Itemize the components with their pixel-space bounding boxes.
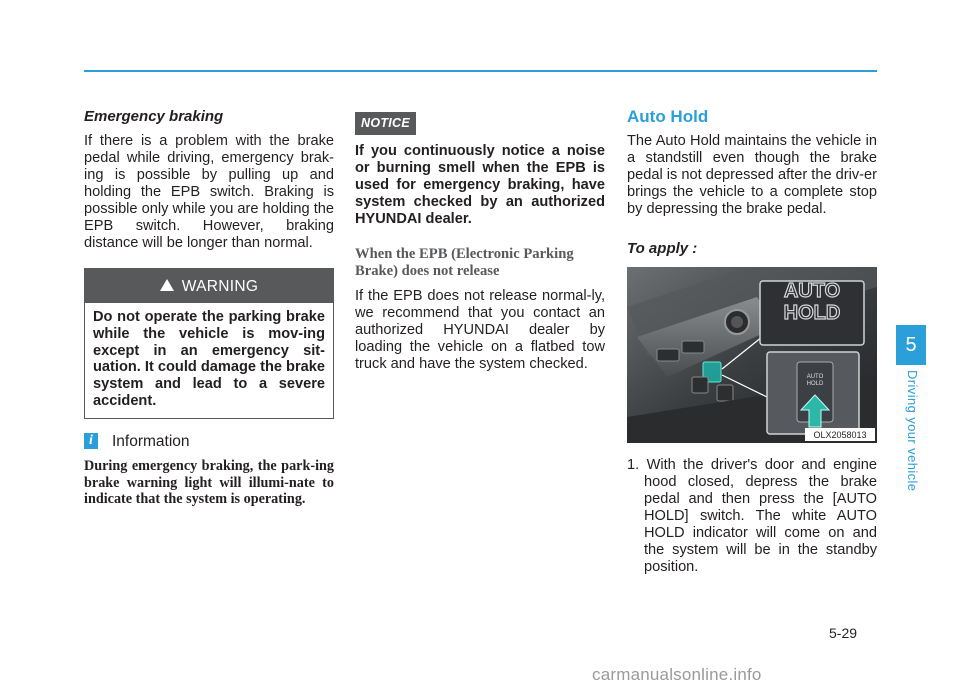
header-rule [84, 70, 877, 72]
auto-hold-switch-image [627, 267, 877, 443]
inset-hold-label: HOLD [783, 302, 841, 324]
auto-hold-paragraph: The Auto Hold maintains the vehicle in a standstill even though the brake pedal is not depressed after the driv-er brings the vehicle to a complete stop by depressing the brake pedal. [627, 133, 877, 217]
chapter-title: Driving your vehicle [905, 370, 920, 492]
warning-label: WARNING [181, 277, 259, 295]
column-1 [84, 108, 334, 508]
epb-not-release-heading: When the EPB (Electronic Parking Brake) does not release [355, 246, 574, 279]
inset-auto-label: AUTO [783, 280, 841, 302]
column-3 [627, 108, 877, 576]
warning-header [85, 269, 333, 303]
warning-box [84, 268, 334, 419]
information-text: During emergency braking, the park-ing brake warning light will illumi-nate to indicate that the system is operating. [84, 457, 334, 508]
image-code: OLX2058013 [813, 430, 867, 440]
emergency-braking-paragraph: If there is a problem with the brake pedal while driving, emergency brak-ing is possible by pulling up and holding the EPB switch. Braking is possible only while you are holding the EPB switch. However, braking distance will be longer than normal. [84, 133, 334, 251]
console-illustration [627, 267, 877, 443]
switch-auto-label: AUTO [806, 374, 824, 380]
chapter-tab: 5 [896, 325, 926, 365]
watermark-link[interactable]: carmanualsonline.info [592, 665, 762, 684]
page-number: 5-29 [829, 625, 858, 641]
step-1-text: 1. With the driver's door and engine hood closed, depress the brake pedal and then press the [AUTO HOLD] switch. The white AUTO HOLD indicator will come on and the system will be in the standby position. [627, 457, 877, 575]
epb-not-release-paragraph: If the EPB does not release normal-ly, we recommend that you contact an authorized HYUNDAI dealer by loading the vehicle on a flatbed tow truck and have the system checked. [355, 288, 605, 372]
switch-hold-label: HOLD [806, 381, 824, 387]
warning-text: Do not operate the parking brake while the vehicle is mov-ing except in an emergency sit-uation. It could damage the brake system and lead to a severe accident. [93, 309, 325, 409]
to-apply-heading: To apply : [627, 240, 698, 257]
information-title: Information [112, 432, 190, 450]
emergency-braking-heading: Emergency braking [84, 108, 224, 125]
column-2 [355, 112, 605, 373]
info-icon: i [84, 433, 98, 449]
auto-hold-heading: Auto Hold [627, 107, 709, 126]
notice-text: If you continuously notice a noise or burning smell when the EPB is used for emergency braking, have system checked by an authorized HYUNDAI dealer. [355, 143, 605, 227]
notice-label: NOTICE [355, 112, 416, 135]
information-heading [84, 433, 334, 450]
warning-triangle-icon [160, 279, 174, 291]
